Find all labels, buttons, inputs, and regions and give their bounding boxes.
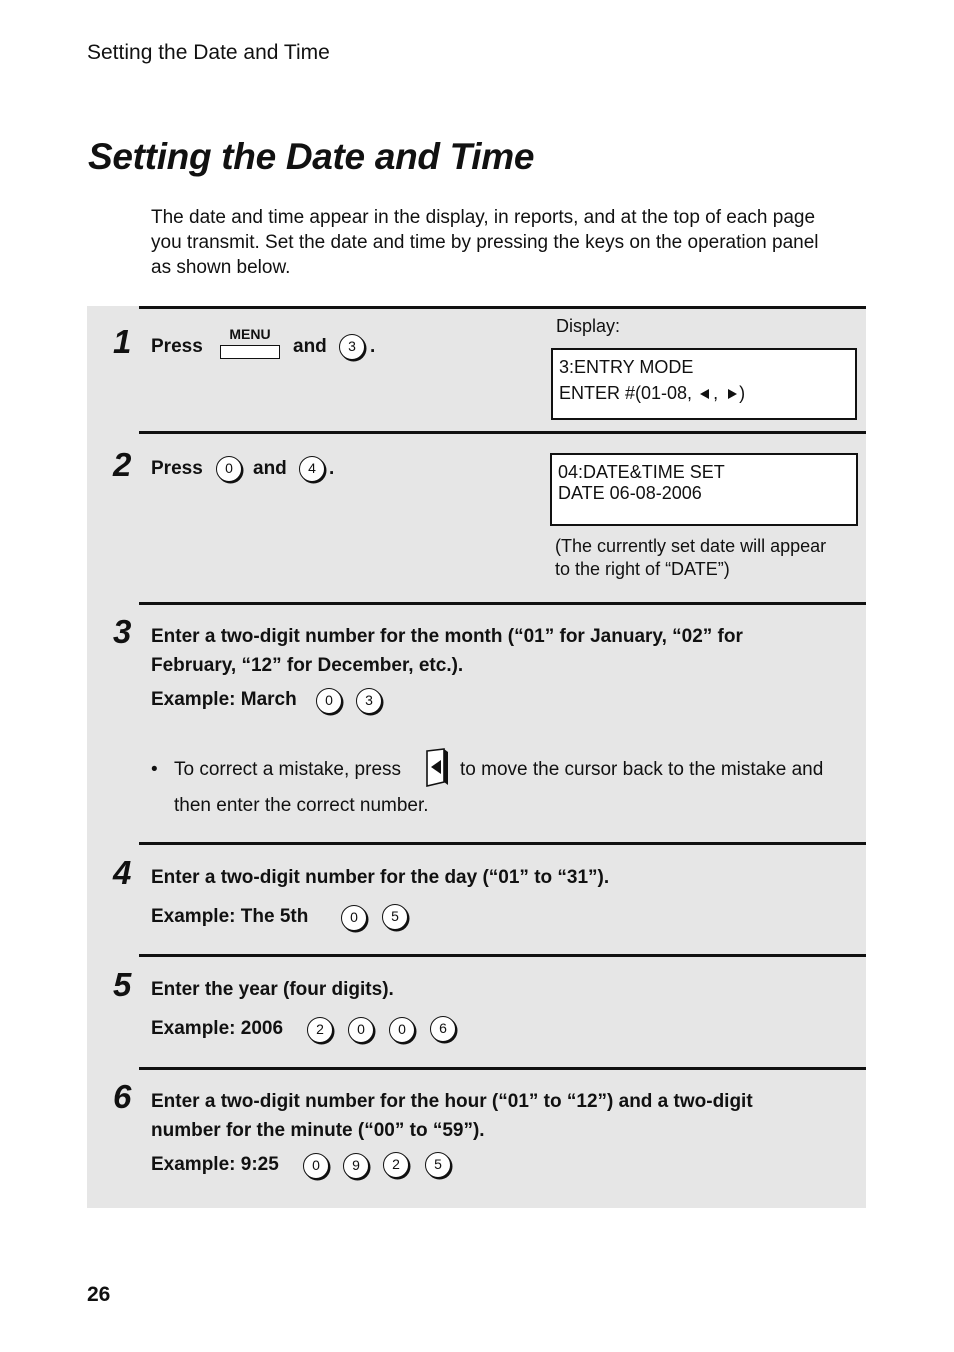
tip-text-part-3: then enter the correct number. (174, 795, 429, 816)
date-display-note (555, 535, 826, 581)
step-2-and-label: and (253, 458, 287, 479)
key-0-icon: 0 (341, 905, 367, 931)
step-number: 2 (113, 446, 132, 483)
lcd-close-paren: ) (739, 383, 746, 403)
menu-key-label: MENU (229, 326, 271, 342)
tip-text-part-2: to move the cursor back to the mistake and (460, 759, 824, 780)
page-title: Setting the Date and Time (88, 136, 535, 177)
step-2-press-label: Press (151, 458, 203, 479)
key-0-icon: 0 (216, 456, 242, 482)
step-2-period: . (329, 458, 335, 479)
instruction-line-2: February, “12” for December, etc.). (151, 655, 464, 676)
step-divider (139, 1067, 866, 1070)
display-label: Display: (556, 316, 621, 336)
lcd-line-1: 3:ENTRY MODE (559, 357, 694, 377)
lcd-line-2 (559, 380, 849, 406)
step-divider (139, 306, 866, 309)
bullet: • (151, 759, 158, 780)
key-2-icon: 2 (307, 1017, 333, 1043)
key-3-icon: 3 (339, 334, 365, 360)
key-4-icon: 4 (299, 456, 325, 482)
step-number: 5 (113, 966, 132, 1003)
instruction-line-1: Enter a two-digit number for the month (“01” for January, “02” for (151, 626, 743, 647)
lcd-comma: , (713, 383, 719, 403)
page-number: 26 (87, 1283, 111, 1306)
key-0-icon: 0 (389, 1017, 415, 1043)
step-6-example-label: Example: 9:25 (151, 1154, 279, 1175)
step-number: 3 (113, 613, 132, 650)
step-number: 4 (113, 854, 132, 891)
step-number: 6 (113, 1078, 132, 1115)
step-1-period: . (370, 336, 376, 357)
step-number: 1 (113, 323, 132, 360)
instruction-line-2: number for the minute (“00” to “59”). (151, 1120, 485, 1141)
key-5-icon: 5 (425, 1152, 451, 1178)
lcd-line-2: DATE 06-08-2006 (558, 483, 702, 503)
instruction-line-1: Enter a two-digit number for the hour (“01” to “12”) and a two-digit (151, 1091, 753, 1112)
key-6-icon: 6 (430, 1016, 456, 1042)
lcd-line-1: 04:DATE&TIME SET (558, 462, 725, 482)
step-3-instruction (151, 622, 831, 680)
left-arrow-icon (700, 389, 709, 399)
menu-key-icon (220, 326, 280, 362)
intro-paragraph: The date and time appear in the display, in reports, and at the top of each page you transmit. Set the date and time by pressing the keys on the operation panel as shown below. (151, 207, 819, 278)
key-0-icon: 0 (303, 1153, 329, 1179)
step-divider (139, 602, 866, 605)
lcd-display-entry-mode (551, 348, 857, 420)
tip-text-part-1: To correct a mistake, press (174, 759, 402, 780)
step-5-instruction: Enter the year (four digits). (151, 979, 394, 1000)
left-arrow-key-icon (424, 748, 450, 788)
lcd-display-date-time-set (550, 453, 858, 526)
step-divider (139, 954, 866, 957)
step-divider (139, 431, 866, 434)
note-line-2: to the right of “DATE”) (555, 559, 730, 579)
lcd-line-2-text: ENTER #(01-08, (559, 383, 693, 403)
right-arrow-icon (728, 389, 737, 399)
step-1-and-label: and (293, 336, 327, 357)
note-line-1: (The currently set date will appear (555, 536, 827, 556)
step-1-press-label: Press (151, 336, 203, 357)
running-head: Setting the Date and Time (87, 41, 330, 64)
key-2-icon: 2 (383, 1152, 409, 1178)
key-3-icon: 3 (356, 688, 382, 714)
key-0-icon: 0 (316, 688, 342, 714)
step-4-instruction: Enter a two-digit number for the day (“01” to “31”). (151, 867, 610, 888)
key-9-icon: 9 (343, 1153, 369, 1179)
step-4-example-label: Example: The 5th (151, 906, 309, 927)
menu-key-button-shape (220, 345, 280, 359)
key-5-icon: 5 (382, 904, 408, 930)
step-5-example-label: Example: 2006 (151, 1018, 284, 1039)
step-6-instruction (151, 1087, 831, 1145)
steps-panel (87, 306, 866, 1208)
key-0-icon: 0 (348, 1017, 374, 1043)
step-divider (139, 842, 866, 845)
step-3-example-label: Example: March (151, 689, 297, 710)
